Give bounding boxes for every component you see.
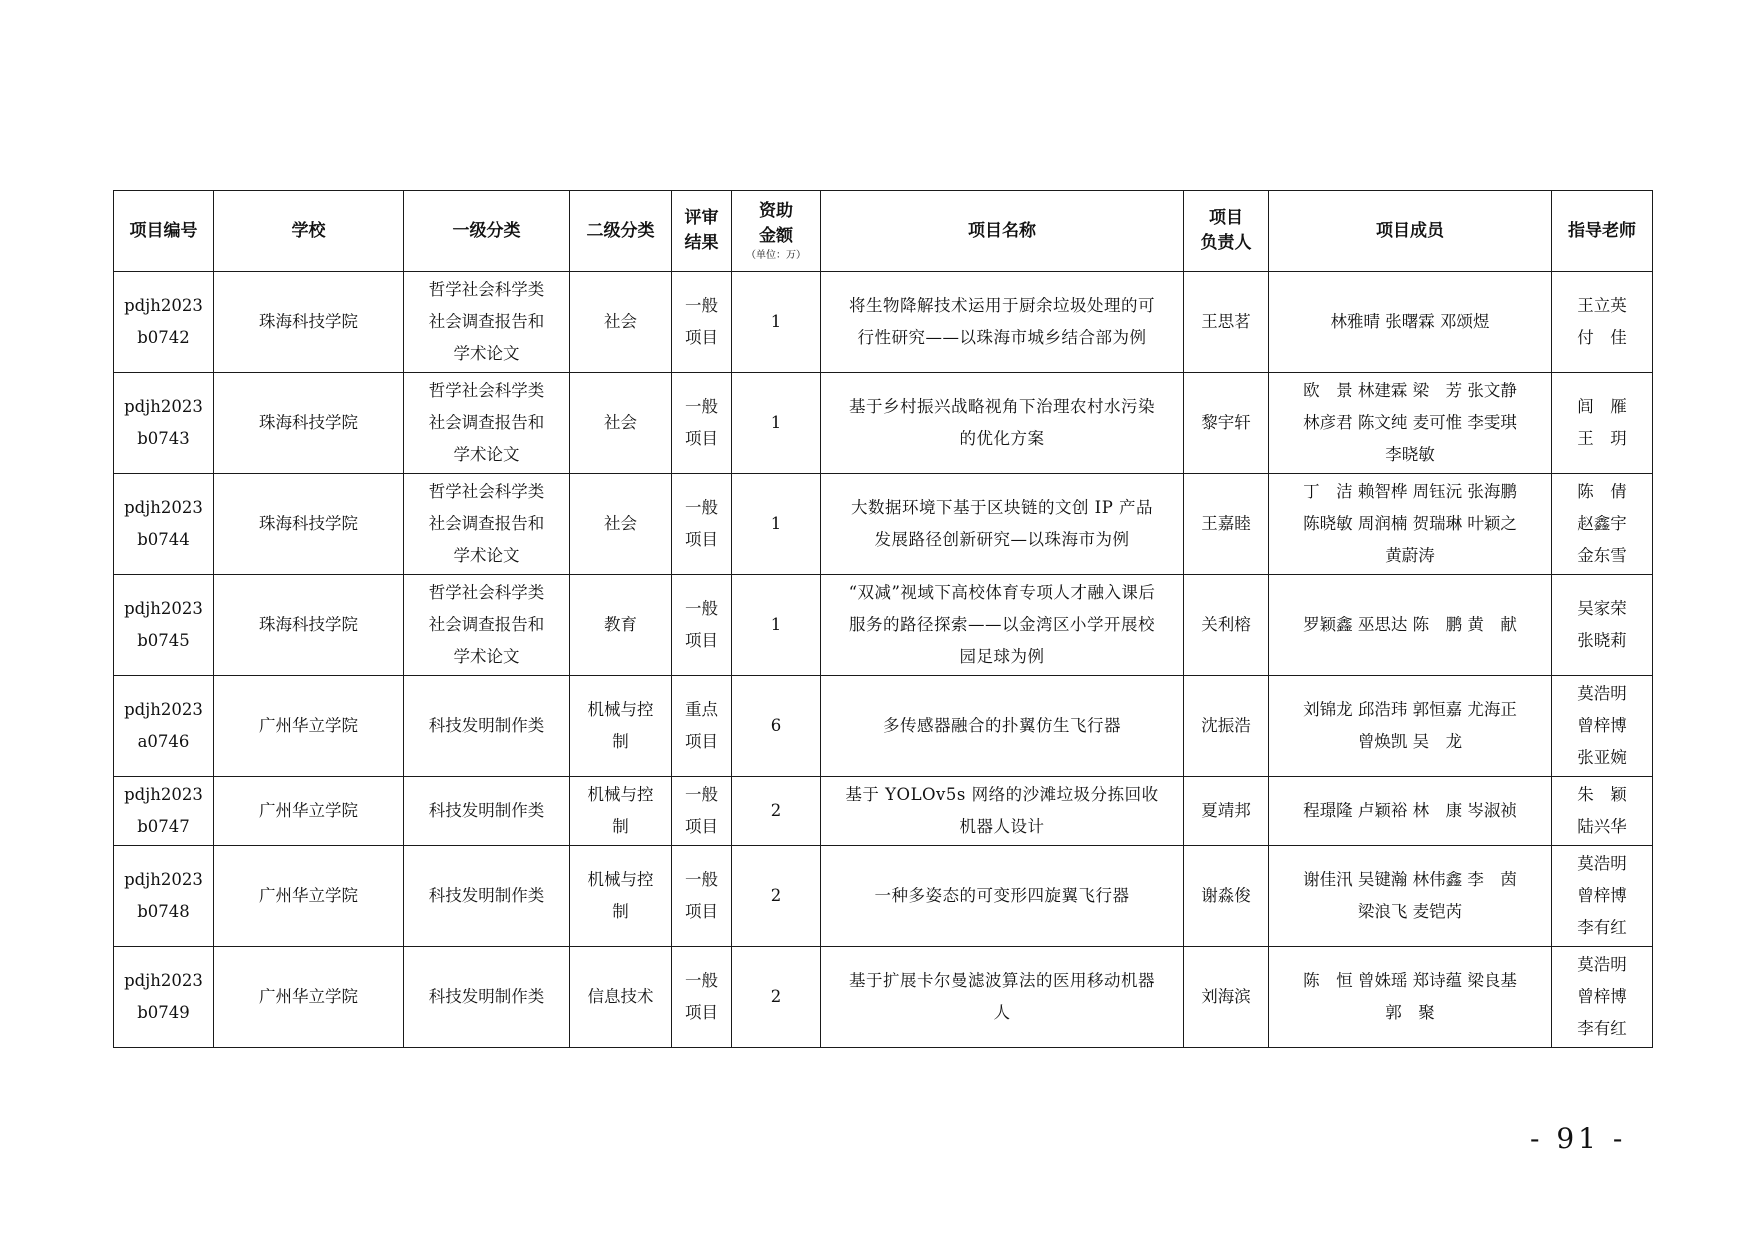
- cell-review-result: [672, 272, 732, 373]
- cell-category-1: [404, 272, 570, 373]
- cell-category-1: [404, 777, 570, 846]
- cell-members-line: 谢佳汛 吴键瀚 林伟鑫 李 茵: [1303, 870, 1517, 889]
- cell-members: [1269, 373, 1552, 474]
- cell-funding-text: 1: [770, 413, 782, 432]
- cell-advisors-line: 莫浩明: [1577, 684, 1627, 703]
- cell-project-name-line: 机器人设计: [959, 817, 1045, 836]
- cell-project-id: [114, 373, 214, 474]
- cell-members-line: 陈 恒 曾姝瑶 郑诗蕴 梁良基: [1303, 971, 1517, 990]
- cell-review-result-line: 项目: [685, 429, 718, 448]
- cell-advisors: [1552, 947, 1653, 1048]
- cell-school-text: 广州华立学院: [259, 886, 358, 905]
- cell-advisors-line: 陆兴华: [1577, 817, 1627, 836]
- cell-members: [1269, 947, 1552, 1048]
- cell-members: [1269, 676, 1552, 777]
- cell-advisors-line: 王 玥: [1577, 429, 1627, 448]
- header-project-id: 项目编号: [114, 191, 214, 272]
- cell-school-text: 广州华立学院: [259, 801, 358, 820]
- header-project-name: 项目名称: [821, 191, 1184, 272]
- cell-advisors-line: 曾梓博: [1577, 886, 1627, 905]
- cell-school: [214, 272, 404, 373]
- cell-project-id-line: b0744: [137, 530, 190, 549]
- cell-advisors-line: 付 佳: [1577, 328, 1627, 347]
- header-advisors: 指导老师: [1552, 191, 1653, 272]
- cell-review-result-line: 项目: [685, 328, 718, 347]
- cell-school: [214, 947, 404, 1048]
- cell-project-id-line: pdjh2023: [124, 296, 203, 315]
- header-category-1: 一级分类: [404, 191, 570, 272]
- cell-funding-text: 6: [770, 716, 782, 735]
- cell-advisors-line: 张晓莉: [1577, 631, 1627, 650]
- cell-category-1: [404, 373, 570, 474]
- cell-funding-text: 2: [770, 801, 782, 820]
- cell-category-1: [404, 474, 570, 575]
- page-number: - 91 -: [1530, 1122, 1627, 1155]
- cell-funding: [732, 373, 821, 474]
- cell-leader-text: 刘海滨: [1201, 987, 1251, 1006]
- cell-leader-text: 关利榕: [1201, 615, 1251, 634]
- cell-category-1-line: 学术论文: [453, 647, 520, 666]
- cell-school-text: 珠海科技学院: [259, 312, 358, 331]
- cell-leader: [1184, 272, 1269, 373]
- cell-review-result: [672, 373, 732, 474]
- cell-review-result-line: 一般: [685, 498, 718, 517]
- cell-advisors-line: 李有红: [1577, 918, 1627, 937]
- cell-project-name: [821, 373, 1184, 474]
- cell-project-id: [114, 777, 214, 846]
- cell-review-result-line: 一般: [685, 785, 718, 804]
- cell-category-1-line: 哲学社会科学类: [428, 280, 545, 299]
- cell-leader: [1184, 777, 1269, 846]
- cell-project-name-line: 基于扩展卡尔曼滤波算法的医用移动机器: [849, 971, 1155, 990]
- cell-project-name: [821, 575, 1184, 676]
- cell-school-text: 珠海科技学院: [259, 413, 358, 432]
- cell-project-name: [821, 676, 1184, 777]
- header-category-2: 二级分类: [570, 191, 672, 272]
- cell-school-text: 广州华立学院: [259, 987, 358, 1006]
- cell-project-name: [821, 846, 1184, 947]
- cell-project-name: [821, 272, 1184, 373]
- cell-project-id-line: pdjh2023: [124, 971, 203, 990]
- cell-review-result-line: 项目: [685, 530, 718, 549]
- cell-category-1-line: 社会调查报告和: [428, 312, 545, 331]
- cell-category-2-line: 教育: [604, 615, 637, 634]
- cell-members-line: 欧 景 林建霖 梁 芳 张文静: [1303, 381, 1517, 400]
- cell-advisors: [1552, 846, 1653, 947]
- cell-review-result: [672, 575, 732, 676]
- cell-review-result-line: 项目: [685, 732, 718, 751]
- cell-category-1-line: 社会调查报告和: [428, 514, 545, 533]
- cell-category-1-line: 科技发明制作类: [428, 801, 545, 820]
- cell-category-2: [570, 777, 672, 846]
- cell-category-1-line: 科技发明制作类: [428, 886, 545, 905]
- cell-funding: [732, 846, 821, 947]
- cell-advisors-line: 李有红: [1577, 1019, 1627, 1038]
- cell-project-name-line: 发展路径创新研究—以珠海市为例: [874, 530, 1130, 549]
- cell-category-1-line: 社会调查报告和: [428, 413, 545, 432]
- cell-project-name-line: 将生物降解技术运用于厨余垃圾处理的可: [849, 296, 1155, 315]
- cell-members: [1269, 846, 1552, 947]
- cell-category-1-line: 哲学社会科学类: [428, 381, 545, 400]
- cell-project-id-line: b0745: [137, 631, 190, 650]
- cell-category-2: [570, 474, 672, 575]
- cell-leader: [1184, 947, 1269, 1048]
- cell-members-line: 刘锦龙 邱浩玮 郭恒嘉 尤海正: [1303, 700, 1517, 719]
- cell-review-result: [672, 474, 732, 575]
- cell-funding-text: 1: [770, 312, 782, 331]
- cell-leader: [1184, 676, 1269, 777]
- cell-category-2-line: 社会: [604, 514, 637, 533]
- cell-advisors-line: 闾 雁: [1577, 397, 1627, 416]
- cell-category-2-line: 制: [612, 732, 629, 751]
- cell-project-name-line: 行性研究——以珠海市城乡结合部为例: [857, 328, 1147, 347]
- cell-review-result: [672, 947, 732, 1048]
- cell-members: [1269, 272, 1552, 373]
- cell-leader: [1184, 474, 1269, 575]
- cell-project-name: [821, 474, 1184, 575]
- cell-members-line: 黄蔚涛: [1385, 546, 1435, 565]
- cell-members-line: 李晓敏: [1385, 445, 1435, 464]
- cell-category-1: [404, 947, 570, 1048]
- cell-category-2-line: 信息技术: [587, 987, 654, 1006]
- cell-advisors: [1552, 272, 1653, 373]
- cell-project-name-line: 多传感器融合的扑翼仿生飞行器: [883, 716, 1121, 735]
- table-row: [114, 575, 1653, 676]
- cell-advisors: [1552, 373, 1653, 474]
- cell-members-line: 林彦君 陈文纯 麦可惟 李雯琪: [1303, 413, 1517, 432]
- cell-school: [214, 777, 404, 846]
- header-school: 学校: [214, 191, 404, 272]
- cell-category-2: [570, 947, 672, 1048]
- cell-project-id-line: pdjh2023: [124, 498, 203, 517]
- cell-category-2: [570, 846, 672, 947]
- cell-project-id-line: b0749: [137, 1003, 190, 1022]
- cell-project-id-line: b0743: [137, 429, 190, 448]
- cell-project-id-line: pdjh2023: [124, 397, 203, 416]
- cell-members: [1269, 777, 1552, 846]
- cell-project-id: [114, 676, 214, 777]
- cell-project-id-line: a0746: [137, 732, 190, 751]
- cell-category-1: [404, 676, 570, 777]
- cell-members-line: 丁 洁 赖智桦 周钰沅 张海鹏: [1303, 482, 1517, 501]
- cell-funding-text: 2: [770, 987, 782, 1006]
- cell-project-id: [114, 474, 214, 575]
- cell-members: [1269, 474, 1552, 575]
- cell-advisors: [1552, 676, 1653, 777]
- cell-members-line: 曾焕凯 吴 龙: [1357, 732, 1463, 751]
- cell-members-line: 林雅晴 张曙霖 邓颂煜: [1330, 312, 1490, 331]
- cell-members-line: 陈晓敏 周润楠 贺瑞琳 叶颖之: [1303, 514, 1517, 533]
- cell-funding-text: 1: [770, 514, 782, 533]
- cell-category-1-line: 科技发明制作类: [428, 716, 545, 735]
- cell-project-id: [114, 575, 214, 676]
- header-funding: 资助 金额 （单位：万）: [732, 191, 821, 272]
- cell-funding-text: 2: [770, 886, 782, 905]
- cell-project-id: [114, 272, 214, 373]
- cell-review-result: [672, 676, 732, 777]
- cell-school: [214, 846, 404, 947]
- cell-funding: [732, 947, 821, 1048]
- cell-category-1-line: 科技发明制作类: [428, 987, 545, 1006]
- cell-project-name: [821, 777, 1184, 846]
- cell-category-1: [404, 846, 570, 947]
- cell-leader-text: 夏靖邦: [1201, 801, 1251, 820]
- cell-advisors-line: 曾梓博: [1577, 987, 1627, 1006]
- table-row: [114, 947, 1653, 1048]
- cell-category-2-line: 机械与控: [587, 785, 654, 804]
- header-leader: 项目 负责人: [1184, 191, 1269, 272]
- cell-category-1-line: 社会调查报告和: [428, 615, 545, 634]
- cell-review-result-line: 重点: [685, 700, 718, 719]
- cell-category-2: [570, 272, 672, 373]
- cell-advisors: [1552, 777, 1653, 846]
- cell-project-name-line: 一种多姿态的可变形四旋翼飞行器: [874, 886, 1130, 905]
- table-row: [114, 846, 1653, 947]
- cell-category-1-line: 哲学社会科学类: [428, 583, 545, 602]
- cell-project-name: [821, 947, 1184, 1048]
- cell-project-id-line: pdjh2023: [124, 700, 203, 719]
- cell-category-2-line: 社会: [604, 312, 637, 331]
- cell-school-text: 珠海科技学院: [259, 615, 358, 634]
- header-row: [114, 191, 1653, 272]
- table-row: [114, 676, 1653, 777]
- cell-category-1-line: 学术论文: [453, 546, 520, 565]
- cell-project-name-line: 基于乡村振兴战略视角下治理农村水污染: [849, 397, 1155, 416]
- cell-advisors-line: 吴家荣: [1577, 599, 1627, 618]
- cell-category-1-line: 学术论文: [453, 344, 520, 363]
- cell-review-result-line: 一般: [685, 397, 718, 416]
- table-row: [114, 272, 1653, 373]
- cell-leader-text: 黎宇轩: [1201, 413, 1251, 432]
- cell-category-2-line: 机械与控: [587, 700, 654, 719]
- cell-advisors-line: 张亚婉: [1577, 748, 1627, 767]
- cell-school: [214, 575, 404, 676]
- cell-leader: [1184, 575, 1269, 676]
- cell-review-result-line: 项目: [685, 631, 718, 650]
- cell-advisors-line: 陈 倩: [1577, 482, 1627, 501]
- cell-category-2-line: 机械与控: [587, 870, 654, 889]
- header-review-result: 评审 结果: [672, 191, 732, 272]
- cell-school: [214, 474, 404, 575]
- cell-review-result-line: 项目: [685, 902, 718, 921]
- cell-funding: [732, 474, 821, 575]
- cell-leader-text: 沈振浩: [1201, 716, 1251, 735]
- cell-review-result-line: 项目: [685, 1003, 718, 1022]
- cell-funding: [732, 272, 821, 373]
- cell-advisors-line: 曾梓博: [1577, 716, 1627, 735]
- header-funding-unit: （单位：万）: [746, 250, 806, 261]
- cell-advisors-line: 王立英: [1577, 296, 1627, 315]
- cell-review-result: [672, 777, 732, 846]
- cell-project-name-line: 基于 YOLOv5s 网络的沙滩垃圾分拣回收: [845, 785, 1159, 804]
- cell-category-1-line: 学术论文: [453, 445, 520, 464]
- cell-funding: [732, 676, 821, 777]
- cell-project-name-line: 服务的路径探索——以金湾区小学开展校: [849, 615, 1155, 634]
- table-row: [114, 474, 1653, 575]
- cell-project-name-line: 大数据环境下基于区块链的文创 IP 产品: [850, 498, 1154, 517]
- cell-advisors-line: 金东雪: [1577, 546, 1627, 565]
- cell-advisors: [1552, 575, 1653, 676]
- cell-project-id: [114, 947, 214, 1048]
- cell-leader: [1184, 846, 1269, 947]
- header-members: 项目成员: [1269, 191, 1552, 272]
- cell-project-id-line: pdjh2023: [124, 599, 203, 618]
- cell-school-text: 广州华立学院: [259, 716, 358, 735]
- cell-school-text: 珠海科技学院: [259, 514, 358, 533]
- cell-project-name-line: “双减”视域下高校体育专项人才融入课后: [848, 583, 1156, 602]
- cell-members: [1269, 575, 1552, 676]
- cell-advisors: [1552, 474, 1653, 575]
- cell-funding: [732, 777, 821, 846]
- cell-review-result-line: 项目: [685, 817, 718, 836]
- cell-leader-text: 王嘉睦: [1201, 514, 1251, 533]
- cell-funding-text: 1: [770, 615, 782, 634]
- table-row: [114, 373, 1653, 474]
- cell-members-line: 梁浪飞 麦铠芮: [1357, 902, 1463, 921]
- cell-category-2-line: 制: [612, 817, 629, 836]
- cell-advisors-line: 赵鑫宇: [1577, 514, 1627, 533]
- cell-category-2: [570, 373, 672, 474]
- cell-category-1-line: 哲学社会科学类: [428, 482, 545, 501]
- cell-category-2: [570, 575, 672, 676]
- cell-leader-text: 谢淼俊: [1201, 886, 1251, 905]
- cell-review-result-line: 一般: [685, 971, 718, 990]
- cell-advisors-line: 朱 颖: [1577, 785, 1627, 804]
- cell-project-id-line: b0748: [137, 902, 190, 921]
- cell-review-result-line: 一般: [685, 599, 718, 618]
- cell-members-line: 郭 聚: [1385, 1003, 1435, 1022]
- cell-school: [214, 676, 404, 777]
- cell-review-result-line: 一般: [685, 296, 718, 315]
- table-row: [114, 777, 1653, 846]
- cell-category-2-line: 社会: [604, 413, 637, 432]
- cell-project-id-line: pdjh2023: [124, 785, 203, 804]
- cell-project-id: [114, 846, 214, 947]
- cell-review-result-line: 一般: [685, 870, 718, 889]
- cell-project-name-line: 园足球为例: [959, 647, 1045, 666]
- table-body: [114, 272, 1653, 1048]
- cell-category-2-line: 制: [612, 902, 629, 921]
- cell-project-name-line: 人: [993, 1003, 1011, 1022]
- cell-members-line: 程璟隆 卢颖裕 林 康 岑淑祯: [1303, 801, 1517, 820]
- cell-funding: [732, 575, 821, 676]
- cell-category-2: [570, 676, 672, 777]
- cell-leader-text: 王思茗: [1201, 312, 1251, 331]
- cell-advisors-line: 莫浩明: [1577, 955, 1627, 974]
- cell-project-name-line: 的优化方案: [959, 429, 1045, 448]
- cell-advisors-line: 莫浩明: [1577, 854, 1627, 873]
- project-table: [113, 190, 1653, 1048]
- cell-project-id-line: b0747: [137, 817, 190, 836]
- cell-project-id-line: pdjh2023: [124, 870, 203, 889]
- cell-category-1: [404, 575, 570, 676]
- cell-leader: [1184, 373, 1269, 474]
- cell-members-line: 罗颖鑫 巫思达 陈 鹏 黄 献: [1303, 615, 1517, 634]
- cell-project-id-line: b0742: [137, 328, 190, 347]
- cell-school: [214, 373, 404, 474]
- cell-review-result: [672, 846, 732, 947]
